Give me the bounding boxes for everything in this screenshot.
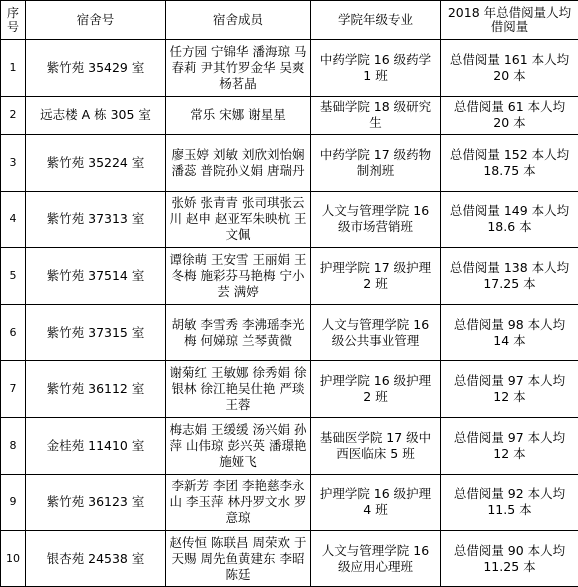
major-cell: 基础学院 18 级研究生: [311, 96, 441, 134]
members-cell: 谢菊红 王敏娜 徐秀娟 徐银林 徐江艳吴仕艳 严琰 王蓉: [166, 361, 311, 418]
dorm-cell: 远志楼 A 栋 305 室: [26, 96, 166, 134]
dorm-cell: 紫竹苑 37315 室: [26, 304, 166, 361]
members-cell: 廖玉婷 刘敏 刘欣刘怡娴 潘蕊 普院孙义娟 唐瑞丹: [166, 135, 311, 192]
table-row: [1, 248, 578, 305]
dorm-cell: 紫竹苑 36112 室: [26, 361, 166, 418]
table-row: [1, 135, 578, 192]
reading-stat-cell: 总借阅量 90 本人均 11.25 本: [441, 531, 578, 587]
reading-stat-cell: 总借阅量 138 本人均 17.25 本: [441, 248, 578, 305]
header-row: [1, 1, 578, 40]
row-number-cell: 2: [1, 96, 26, 134]
members-cell: 李新芳 李团 李艳慈李永山 李玉萍 林丹罗文水 罗意琼: [166, 474, 311, 531]
header-members: 宿舍成员: [166, 1, 311, 40]
table-row: [1, 304, 578, 361]
table-row: [1, 418, 578, 475]
reading-stat-cell: 总借阅量 149 本人均 18.6 本: [441, 191, 578, 248]
reading-stat-cell: 总借阅量 161 本人均 20 本: [441, 40, 578, 97]
header-major: 学院年级专业: [311, 1, 441, 40]
reading-stat-cell: 总借阅量 97 本人均 12 本: [441, 361, 578, 418]
major-cell: 中药学院 17 级药物制剂班: [311, 135, 441, 192]
major-cell: 中药学院 16 级药学 1 班: [311, 40, 441, 97]
dorm-cell: 紫竹苑 35429 室: [26, 40, 166, 97]
reading-stat-cell: 总借阅量 92 本人均 11.5 本: [441, 474, 578, 531]
reading-stat-cell: 总借阅量 98 本人均 14 本: [441, 304, 578, 361]
dorm-cell: 银杏苑 24538 室: [26, 531, 166, 587]
header-seq: 序号: [1, 1, 26, 40]
major-cell: 护理学院 17 级护理 2 班: [311, 248, 441, 305]
row-number-cell: 1: [1, 40, 26, 97]
table-row: [1, 361, 578, 418]
dorm-cell: 紫竹苑 37313 室: [26, 191, 166, 248]
dorm-cell: 紫竹苑 36123 室: [26, 474, 166, 531]
row-number-cell: 6: [1, 304, 26, 361]
members-cell: 胡敏 李雪秀 李沸瑶李光梅 何娣琼 兰琴黄微: [166, 304, 311, 361]
table-row: [1, 40, 578, 97]
reading-stat-cell: 总借阅量 97 本人均 12 本: [441, 418, 578, 475]
row-number-cell: 10: [1, 531, 26, 587]
major-cell: 护理学院 16 级护理 4 班: [311, 474, 441, 531]
header-dorm: 宿舍号: [26, 1, 166, 40]
table-row: [1, 96, 578, 134]
major-cell: 人文与管理学院 16 级公共事业管理: [311, 304, 441, 361]
members-cell: 任方园 宁锦华 潘海琼 马春莉 尹其竹罗金华 吴爽 杨茗晶: [166, 40, 311, 97]
members-cell: 梅志娟 王缓缓 汤兴娟 孙萍 山伟琼 彭兴英 潘璟艳 施娅飞: [166, 418, 311, 475]
header-stat: 2018 年总借阅量人均借阅量: [441, 1, 578, 40]
dorm-cell: 紫竹苑 35224 室: [26, 135, 166, 192]
row-number-cell: 9: [1, 474, 26, 531]
reading-stat-cell: 总借阅量 152 本人均 18.75 本: [441, 135, 578, 192]
major-cell: 基础医学院 17 级中西医临床 5 班: [311, 418, 441, 475]
major-cell: 护理学院 16 级护理 2 班: [311, 361, 441, 418]
row-number-cell: 5: [1, 248, 26, 305]
table-row: [1, 474, 578, 531]
reading-stat-cell: 总借阅量 61 本人均 20 本: [441, 96, 578, 134]
members-cell: 赵传恒 陈联昌 周荣欢 于天赐 周先鱼黄建东 李昭 陈廷: [166, 531, 311, 587]
row-number-cell: 4: [1, 191, 26, 248]
row-number-cell: 7: [1, 361, 26, 418]
major-cell: 人文与管理学院 16 级应用心理班: [311, 531, 441, 587]
dorm-cell: 金桂苑 11410 室: [26, 418, 166, 475]
dorm-cell: 紫竹苑 37514 室: [26, 248, 166, 305]
members-cell: 常乐 宋娜 谢星星: [166, 96, 311, 134]
major-cell: 人文与管理学院 16 级市场营销班: [311, 191, 441, 248]
row-number-cell: 3: [1, 135, 26, 192]
members-cell: 张娇 张青青 张司琪张云川 赵申 赵亚军朱映杭 王文佩: [166, 191, 311, 248]
members-cell: 谭徐萌 王安雪 王丽娟 王冬梅 施彩芬马艳梅 宁小芸 满婷: [166, 248, 311, 305]
table-body: [1, 40, 578, 587]
row-number-cell: 8: [1, 418, 26, 475]
table-row: [1, 191, 578, 248]
table-row: [1, 531, 578, 587]
